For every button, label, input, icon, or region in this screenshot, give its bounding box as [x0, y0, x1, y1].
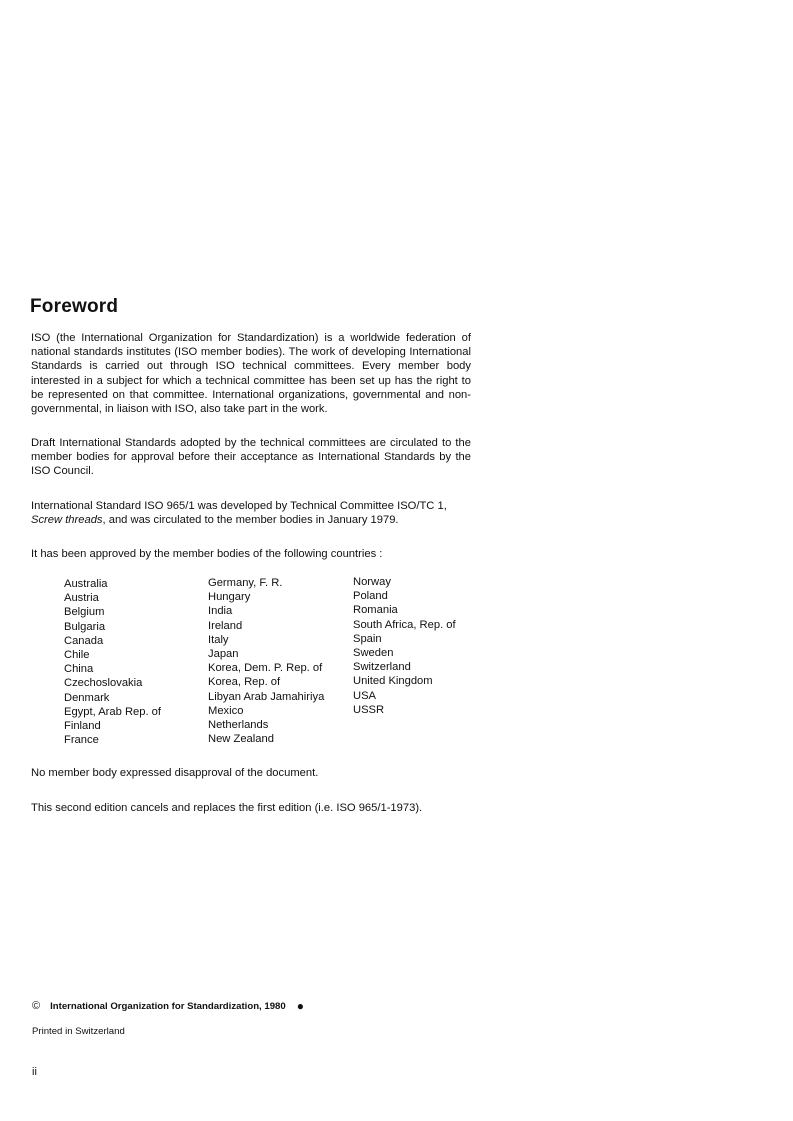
country-item: Switzerland [353, 661, 411, 674]
country-item: United Kingdom [353, 675, 433, 688]
country-item: Libyan Arab Jamahiriya [208, 690, 325, 703]
country-item: South Africa, Rep. of [353, 618, 456, 631]
disapproval-note: No member body expressed disapproval of the document. [31, 767, 319, 779]
country-item: Spain [353, 632, 382, 645]
foreword-paragraph-3 [31, 499, 471, 527]
country-item: Egypt, Arab Rep. of [64, 705, 162, 718]
country-item: Korea, Rep. of [208, 676, 281, 689]
para3-lead-text: International Standard ISO 965/1 was developed by Technical Committee ISO/TC 1, [31, 500, 447, 512]
copyright-line [32, 999, 304, 1013]
country-item: Italy [208, 633, 229, 646]
country-item: USSR [353, 703, 385, 716]
country-spacer [353, 717, 483, 732]
country-item: Japan [208, 647, 239, 660]
committee-title: Screw threads [31, 514, 103, 527]
country-item: Netherlands [208, 718, 269, 731]
country-item: Belgium [64, 606, 105, 619]
country-item: Ireland [208, 619, 243, 632]
foreword-paragraph-2: Draft International Standards adopted by the technical committees are circulated to the member bodies for approval before their acceptance as International Standards by the ISO Council. [31, 437, 471, 478]
country-item: Australia [64, 578, 108, 590]
country-item: Mexico [208, 704, 244, 717]
country-item: Romania [353, 604, 398, 617]
country-item: Finland [64, 719, 101, 732]
country-item: Sweden [353, 646, 394, 659]
country-item: Bulgaria [64, 620, 106, 633]
edition-note: This second edition cancels and replaces the first edition (i.e. ISO 965/1-1973). [31, 802, 423, 814]
country-item: Austria [64, 592, 99, 605]
bullet-icon: ● [296, 999, 304, 1013]
country-item: Korea, Dem. P. Rep. of [208, 662, 323, 675]
country-item: New Zealand [208, 733, 274, 746]
country-item: Canada [64, 634, 104, 647]
country-item: Hungary [208, 591, 251, 604]
para3-tail-text: , and was circulated to the member bodies in January 1979. [102, 514, 399, 527]
country-item: Chile [64, 648, 90, 661]
page-title: Foreword [30, 296, 119, 317]
country-item: Czechoslovakia [64, 677, 143, 690]
country-item: India [208, 605, 233, 618]
country-item: Denmark [64, 691, 110, 704]
country-item: Norway [353, 576, 391, 588]
printed-in: Printed in Switzerland [32, 1026, 125, 1037]
country-item: USA [353, 689, 377, 702]
copyright-text: International Organization for Standardization, 1980 [50, 1000, 286, 1012]
country-item: France [64, 734, 99, 747]
page-number: ii [32, 1066, 37, 1078]
foreword-paragraph-1: ISO (the International Organization for Standardization) is a worldwide federation of national standards institutes (ISO member bodies). The work of developing International Standards is carried out through ISO technical committees. Every member body interested in a subject for which a technical committee has been set up has the right to be represented on that committee. International organizations, governmental and non-governmental, in liaison with ISO, also take part in the work. [31, 332, 471, 416]
approval-intro: It has been approved by the member bodies of the following countries : [31, 548, 383, 560]
country-item: Germany, F. R. [208, 577, 283, 589]
country-item: China [64, 663, 94, 676]
country-spacer [353, 731, 483, 746]
country-item: Poland [353, 590, 388, 603]
copyright-icon: © [32, 1000, 41, 1012]
country-list [64, 576, 483, 746]
